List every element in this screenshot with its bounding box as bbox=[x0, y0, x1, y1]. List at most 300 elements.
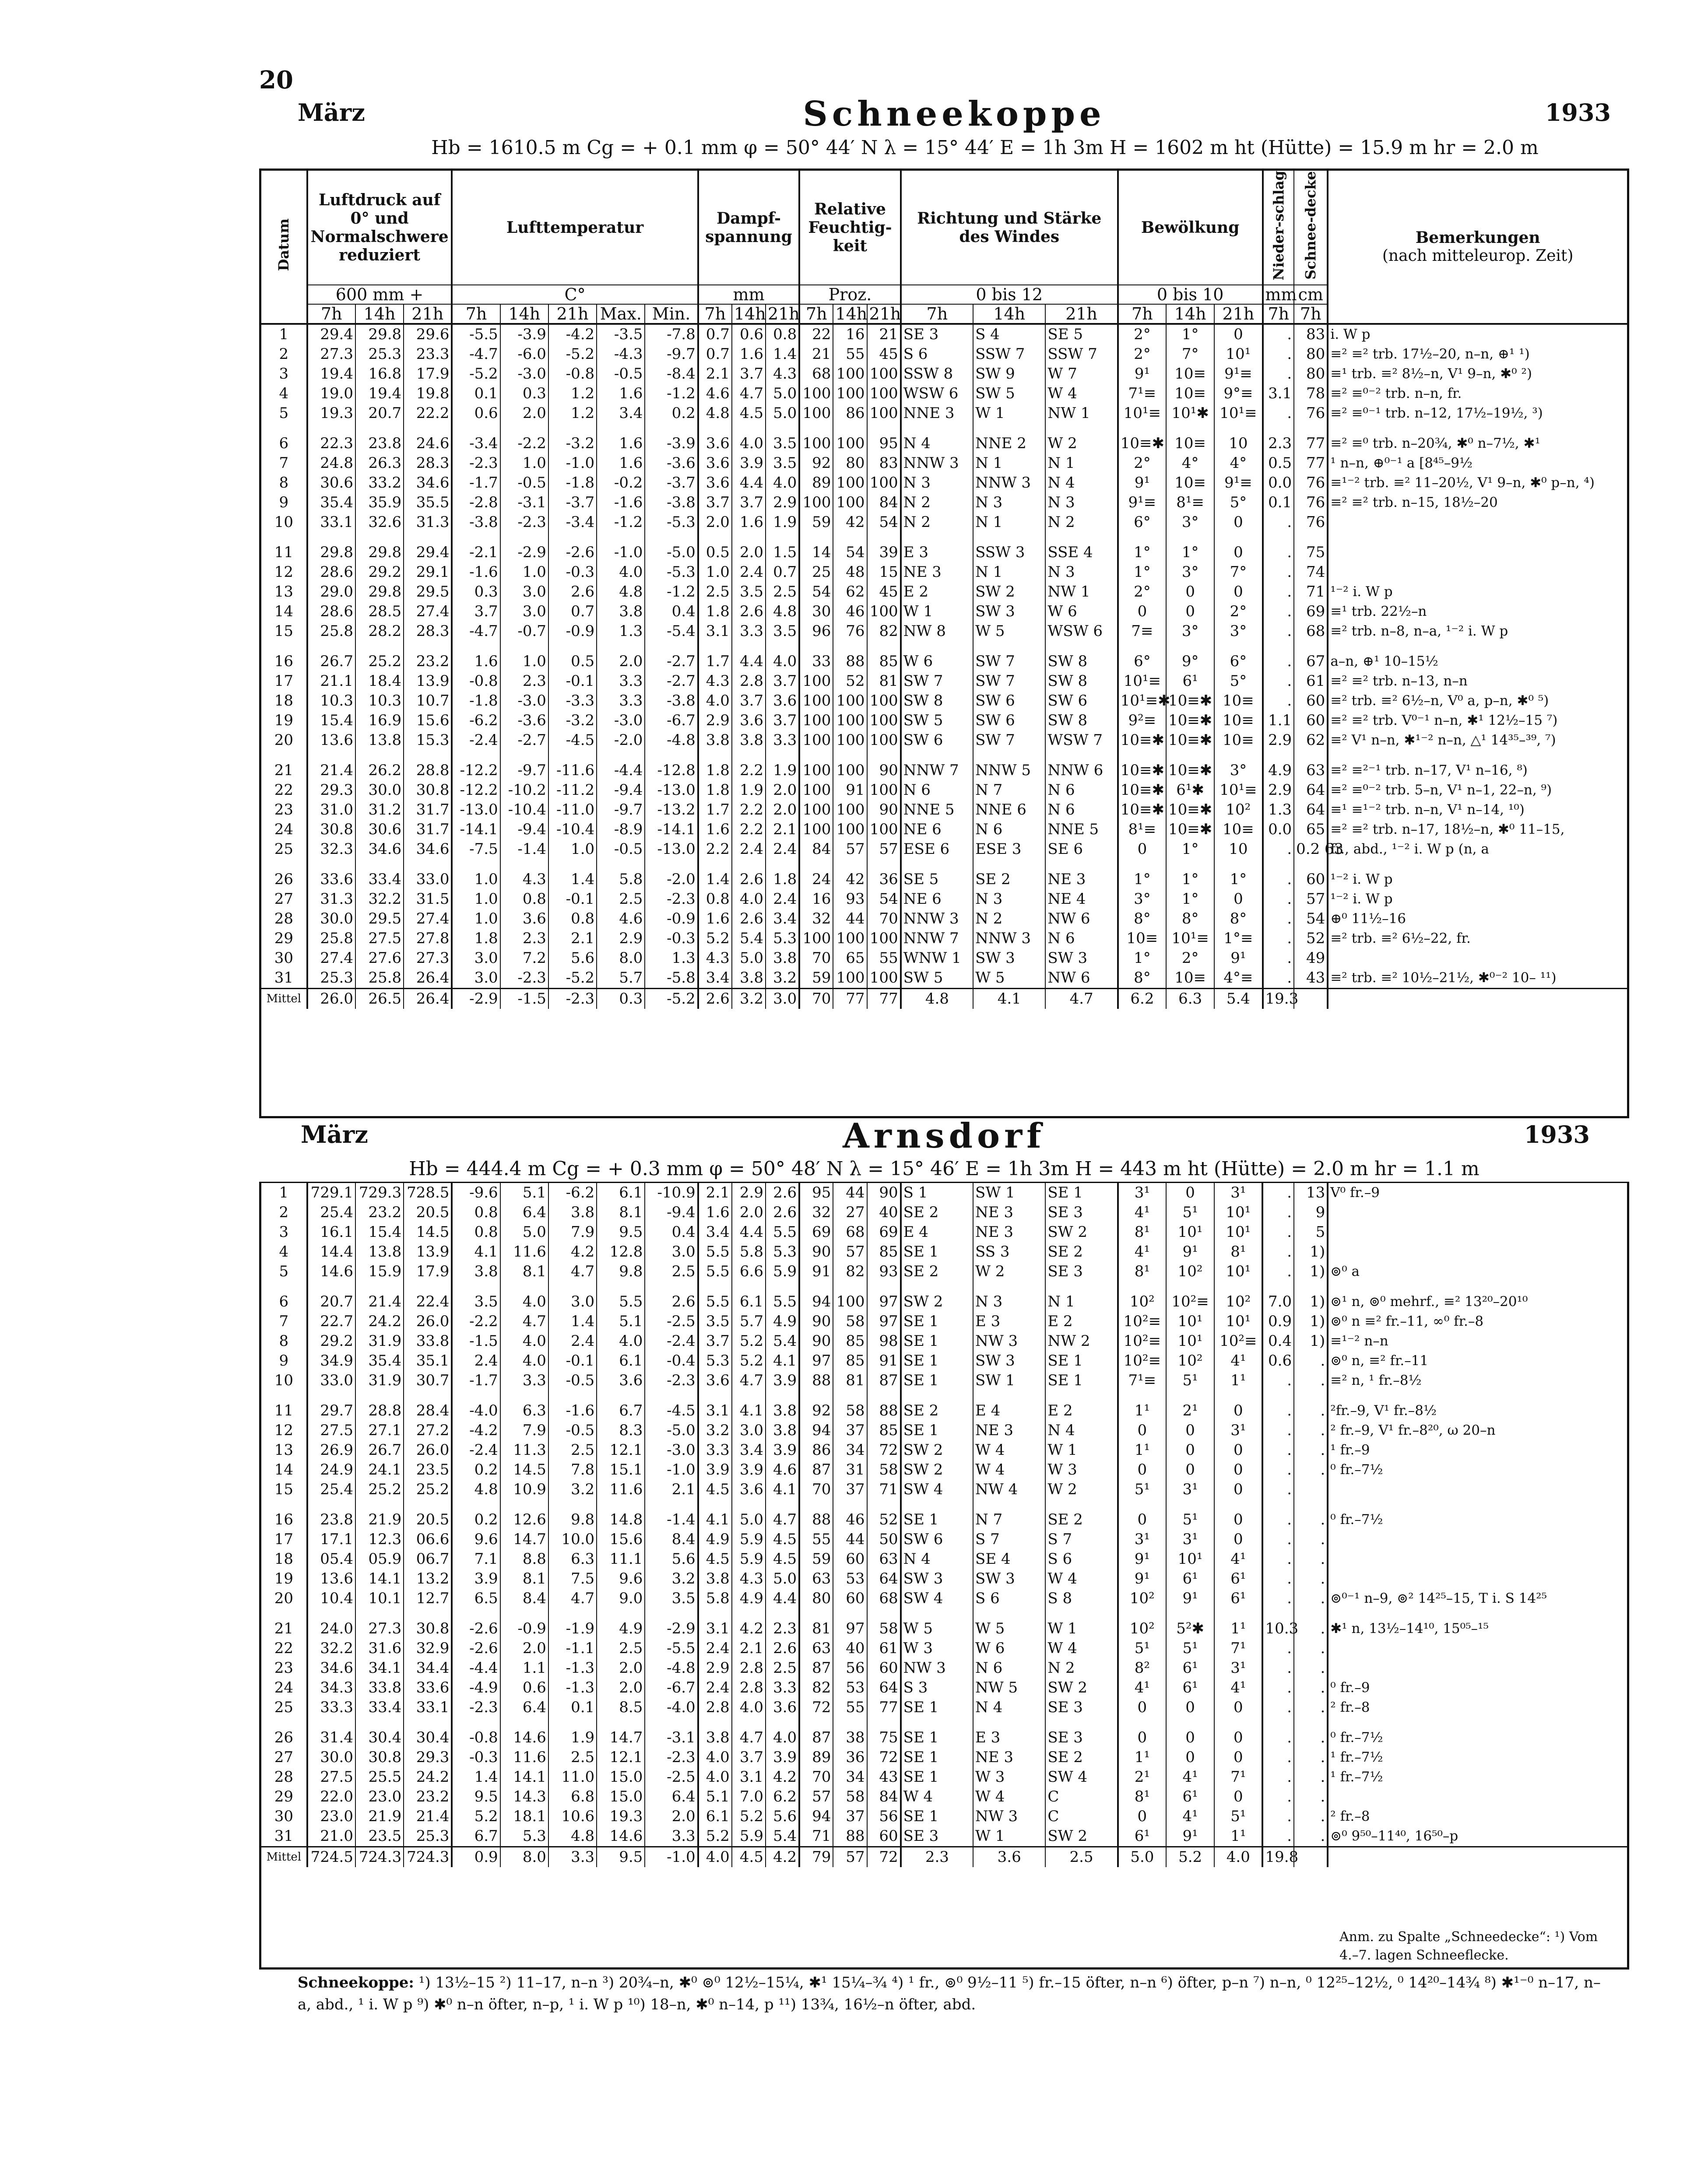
data-cell: 20.5 bbox=[404, 1510, 452, 1530]
data-cell: 1° bbox=[1166, 870, 1214, 889]
data-cell: 33 bbox=[799, 652, 833, 671]
data-cell: 0.9 bbox=[1262, 1312, 1294, 1331]
data-cell: -3.0 bbox=[645, 1440, 698, 1460]
data-cell: 36 bbox=[833, 1748, 867, 1767]
data-cell: 3.0 bbox=[452, 968, 500, 989]
wind-header: Richtung und Stärke des Windes bbox=[901, 171, 1118, 285]
day-cell: 6 bbox=[261, 434, 307, 453]
data-cell: 76 bbox=[1294, 473, 1328, 493]
data-cell: -10.4 bbox=[548, 820, 597, 839]
data-cell: 0 bbox=[1118, 1698, 1166, 1717]
remark-cell: ⁰ fr.–7½ bbox=[1330, 1462, 1383, 1478]
data-cell: 3.2 bbox=[698, 1421, 732, 1440]
data-cell: 90 bbox=[867, 1183, 901, 1203]
remark-cell: ≡² ≡²⁻¹ trb. n–17, V¹ n–16, ⁸) bbox=[1330, 762, 1528, 778]
data-cell: ESE 3 bbox=[973, 839, 1045, 859]
data-cell: SE 6 bbox=[1045, 839, 1118, 859]
data-cell: 4.7 bbox=[500, 1312, 548, 1331]
data-cell: 3.7 bbox=[732, 493, 766, 513]
data-cell: 5¹ bbox=[1166, 1371, 1214, 1390]
data-cell: 94 bbox=[799, 1807, 833, 1826]
data-cell: 0.4 bbox=[645, 602, 698, 621]
day-cell: 24 bbox=[261, 820, 307, 839]
data-cell: 21.9 bbox=[355, 1510, 404, 1530]
data-cell: N 3 bbox=[973, 1292, 1045, 1312]
data-cell: -1.6 bbox=[597, 493, 645, 513]
data-cell: 4.0 bbox=[766, 473, 799, 493]
data-cell: 6¹ bbox=[1214, 1569, 1262, 1589]
data-cell: 0.8 bbox=[698, 889, 732, 909]
data-cell: 7≡ bbox=[1118, 621, 1166, 641]
row-gap bbox=[261, 423, 1627, 434]
data-cell: 4.2 bbox=[766, 1767, 799, 1787]
data-cell: -0.8 bbox=[452, 671, 500, 691]
data-cell: 3.4 bbox=[698, 1222, 732, 1242]
data-cell: 0 bbox=[1166, 1183, 1214, 1203]
data-cell: 14.6 bbox=[307, 1262, 355, 1282]
data-cell: 4¹ bbox=[1214, 1678, 1262, 1698]
data-cell: -4.9 bbox=[452, 1678, 500, 1698]
data-cell: SW 2 bbox=[1045, 1222, 1118, 1242]
day-cell: 9 bbox=[261, 493, 307, 513]
data-cell: S 7 bbox=[1045, 1530, 1118, 1549]
data-cell: 30.8 bbox=[307, 820, 355, 839]
data-cell: . bbox=[1263, 621, 1294, 641]
data-cell: 5.2 bbox=[452, 1807, 500, 1826]
mittel-label: Mittel bbox=[261, 1847, 307, 1868]
day-cell: 10 bbox=[261, 1371, 307, 1390]
data-cell: WSW 7 bbox=[1045, 730, 1118, 750]
data-cell: 1) bbox=[1294, 1292, 1328, 1312]
bewoelkung-header: Bewölkung bbox=[1118, 171, 1263, 285]
data-cell: 87 bbox=[799, 1658, 833, 1678]
data-cell: . bbox=[1262, 1807, 1294, 1826]
data-cell: SW 7 bbox=[973, 671, 1045, 691]
data-cell: SE 1 bbox=[1045, 1371, 1118, 1390]
data-cell: 56 bbox=[833, 1658, 867, 1678]
data-cell: N 2 bbox=[1045, 1658, 1118, 1678]
data-cell: N 1 bbox=[1045, 1292, 1118, 1312]
data-cell: 2.5 bbox=[766, 582, 799, 602]
data-cell: . bbox=[1294, 1658, 1328, 1678]
schneedecke-header: Schnee-decke bbox=[1294, 171, 1328, 285]
data-cell: 1.0 bbox=[452, 909, 500, 929]
data-cell: 22.0 bbox=[307, 1787, 355, 1807]
data-cell: 76 bbox=[833, 621, 867, 641]
data-cell: 33.0 bbox=[404, 870, 452, 889]
data-cell: 31.4 bbox=[307, 1728, 355, 1748]
data-cell: 3.8 bbox=[698, 1569, 732, 1589]
data-cell: 91 bbox=[799, 1262, 833, 1282]
data-cell: S 3 bbox=[901, 1678, 973, 1698]
col-max: Max. bbox=[597, 304, 645, 324]
data-cell: 68 bbox=[799, 364, 833, 384]
remark-cell: ⁰ fr.–7½ bbox=[1330, 1512, 1383, 1527]
data-cell: 0.4 bbox=[1262, 1331, 1294, 1351]
data-cell: 100 bbox=[867, 929, 901, 948]
data-cell: 5.9 bbox=[732, 1530, 766, 1549]
data-cell: 9¹ bbox=[1166, 1826, 1214, 1847]
data-cell: 53 bbox=[833, 1678, 867, 1698]
data-cell: 3.6 bbox=[597, 1371, 645, 1390]
remark-cell: ≡² trb. ≡² 10½–21½, ✱⁰⁻² 10– ¹¹) bbox=[1330, 969, 1557, 986]
data-cell: 5.1 bbox=[597, 1312, 645, 1331]
data-cell: 5.5 bbox=[698, 1262, 732, 1282]
data-cell: -1.8 bbox=[548, 473, 597, 493]
data-cell: 5.6 bbox=[766, 1807, 799, 1826]
data-cell: 4.9 bbox=[1263, 761, 1294, 780]
data-cell: 81 bbox=[799, 1619, 833, 1639]
arnsdorf-header bbox=[259, 1116, 1629, 1186]
data-cell: 2.2 bbox=[732, 800, 766, 820]
data-cell: NNW 3 bbox=[973, 473, 1045, 493]
data-cell: 10² bbox=[1214, 800, 1262, 820]
data-cell: 85 bbox=[833, 1331, 867, 1351]
data-cell: 0 bbox=[1214, 1728, 1262, 1748]
data-cell: 2.4 bbox=[732, 562, 766, 582]
data-cell: 10≡ bbox=[1214, 820, 1262, 839]
data-cell: SE 1 bbox=[901, 1767, 973, 1787]
data-cell: SW 7 bbox=[901, 671, 973, 691]
data-cell: 10² bbox=[1166, 1351, 1214, 1371]
data-cell: 2.6 bbox=[548, 582, 597, 602]
data-cell: 75 bbox=[1294, 543, 1328, 562]
data-cell: 3.6 bbox=[766, 1698, 799, 1717]
data-cell: 3.3 bbox=[732, 621, 766, 641]
data-cell: 30.6 bbox=[307, 473, 355, 493]
data-cell: 21.4 bbox=[307, 761, 355, 780]
data-cell: -3.8 bbox=[645, 493, 698, 513]
data-cell: N 3 bbox=[1045, 493, 1118, 513]
data-cell: 27.4 bbox=[404, 909, 452, 929]
data-cell: 1.1 bbox=[500, 1658, 548, 1678]
data-cell: 11.6 bbox=[597, 1480, 645, 1499]
data-cell: -3.4 bbox=[548, 513, 597, 532]
data-cell: SW 4 bbox=[1045, 1767, 1118, 1787]
data-cell: -6.2 bbox=[548, 1183, 597, 1203]
data-cell: S 6 bbox=[973, 1589, 1045, 1608]
data-cell: 5.0 bbox=[766, 1569, 799, 1589]
data-cell: 5.2 bbox=[698, 1826, 732, 1847]
data-cell: 9° bbox=[1166, 652, 1214, 671]
data-cell: 0 bbox=[1166, 602, 1214, 621]
data-cell: 1) bbox=[1294, 1262, 1328, 1282]
data-cell: 14.6 bbox=[500, 1728, 548, 1748]
data-cell: 1.6 bbox=[698, 909, 732, 929]
data-cell: 0 bbox=[1214, 513, 1262, 532]
data-cell: 100 bbox=[799, 404, 833, 423]
data-cell: 2.1 bbox=[645, 1480, 698, 1499]
data-cell: 3.6 bbox=[698, 1371, 732, 1390]
data-cell: 10¹≡ bbox=[1214, 780, 1262, 800]
data-cell: 4.5 bbox=[698, 1480, 732, 1499]
data-cell: . bbox=[1262, 1658, 1294, 1678]
data-cell: 35.1 bbox=[404, 1351, 452, 1371]
data-cell: NNW 6 bbox=[1045, 761, 1118, 780]
data-cell: 5¹ bbox=[1214, 1807, 1262, 1826]
data-cell: 7¹ bbox=[1214, 1639, 1262, 1658]
data-cell: 80 bbox=[833, 453, 867, 473]
data-cell: -4.7 bbox=[452, 621, 500, 641]
data-cell: -9.4 bbox=[645, 1203, 698, 1222]
data-cell: 27.5 bbox=[307, 1767, 355, 1787]
day-cell: 19 bbox=[261, 711, 307, 730]
data-cell: 10¹≡ bbox=[1118, 404, 1166, 423]
data-cell: E 4 bbox=[973, 1401, 1045, 1421]
table-row bbox=[261, 1589, 1627, 1608]
remark-cell: ² fr.–8 bbox=[1330, 1699, 1370, 1715]
data-cell: 4.4 bbox=[732, 473, 766, 493]
data-cell: 2.6 bbox=[732, 909, 766, 929]
data-cell: W 4 bbox=[901, 1787, 973, 1807]
data-cell: 8¹ bbox=[1118, 1787, 1166, 1807]
data-cell: 4.3 bbox=[500, 870, 548, 889]
data-cell: 5.8 bbox=[732, 1242, 766, 1262]
data-cell: . bbox=[1294, 1698, 1328, 1717]
data-cell: 58 bbox=[833, 1312, 867, 1331]
data-cell: 0.8 bbox=[500, 889, 548, 909]
data-cell: 10≡ bbox=[1118, 929, 1166, 948]
data-cell: 6.4 bbox=[500, 1698, 548, 1717]
data-cell: 10≡✱ bbox=[1166, 761, 1214, 780]
data-cell: 0 bbox=[1118, 1728, 1166, 1748]
data-cell: 4.2 bbox=[548, 1242, 597, 1262]
data-cell: 90 bbox=[867, 800, 901, 820]
data-cell: 5.6 bbox=[548, 948, 597, 968]
data-cell: S 6 bbox=[901, 344, 973, 364]
data-cell: 3.9 bbox=[452, 1569, 500, 1589]
data-cell: 5.9 bbox=[732, 1826, 766, 1847]
data-cell: NNE 2 bbox=[973, 434, 1045, 453]
data-cell: 49 bbox=[1294, 948, 1328, 968]
data-cell: SW 8 bbox=[901, 691, 973, 711]
data-cell: 9¹ bbox=[1118, 473, 1166, 493]
data-cell: 7.0 bbox=[732, 1787, 766, 1807]
data-cell: . bbox=[1294, 1510, 1328, 1530]
data-cell: 1.3 bbox=[645, 948, 698, 968]
data-cell: 37 bbox=[833, 1807, 867, 1826]
data-cell: 25.4 bbox=[307, 1480, 355, 1499]
data-cell: 100 bbox=[799, 691, 833, 711]
data-cell: 31.2 bbox=[355, 800, 404, 820]
data-cell: SW 7 bbox=[973, 730, 1045, 750]
data-cell: 82 bbox=[799, 1678, 833, 1698]
data-cell: 4.3 bbox=[698, 671, 732, 691]
data-cell: W 6 bbox=[901, 652, 973, 671]
mittel-cell: -5.2 bbox=[645, 988, 698, 1009]
data-cell: 1.0 bbox=[452, 889, 500, 909]
data-cell: 06.7 bbox=[404, 1549, 452, 1569]
data-cell: 24.6 bbox=[404, 434, 452, 453]
data-cell: 35.4 bbox=[355, 1351, 404, 1371]
data-cell: NE 3 bbox=[901, 562, 973, 582]
data-cell: -0.1 bbox=[548, 671, 597, 691]
data-cell: 23.0 bbox=[355, 1787, 404, 1807]
data-cell: 3.6 bbox=[732, 711, 766, 730]
data-cell: -2.2 bbox=[500, 434, 548, 453]
data-cell: 3.3 bbox=[645, 1826, 698, 1847]
data-cell: 10² bbox=[1118, 1292, 1166, 1312]
data-cell: 100 bbox=[799, 730, 833, 750]
day-cell: 18 bbox=[261, 1549, 307, 1569]
data-cell: 9.5 bbox=[452, 1787, 500, 1807]
data-cell: SSE 4 bbox=[1045, 543, 1118, 562]
day-cell: 4 bbox=[261, 384, 307, 404]
bemerkungen-subtitle: (nach mitteleurop. Zeit) bbox=[1382, 246, 1574, 265]
table-row bbox=[261, 870, 1627, 889]
data-cell: SSW 7 bbox=[1045, 344, 1118, 364]
mittel-cell: 26.0 bbox=[307, 988, 355, 1009]
data-cell: SW 6 bbox=[973, 711, 1045, 730]
data-cell: 1.6 bbox=[698, 820, 732, 839]
data-cell: 5.1 bbox=[698, 1787, 732, 1807]
data-cell: SE 3 bbox=[1045, 1728, 1118, 1748]
data-cell: 3.7 bbox=[452, 602, 500, 621]
data-cell: 100 bbox=[833, 434, 867, 453]
data-cell: 1.2 bbox=[548, 404, 597, 423]
data-cell: -5.2 bbox=[452, 364, 500, 384]
data-cell: 0.5 bbox=[1263, 453, 1294, 473]
data-cell: 71 bbox=[1294, 582, 1328, 602]
data-cell: 11.6 bbox=[500, 1748, 548, 1767]
data-cell: 11.0 bbox=[548, 1767, 597, 1787]
data-cell: 4.7 bbox=[766, 1510, 799, 1530]
data-cell: NE 6 bbox=[901, 889, 973, 909]
data-cell: . bbox=[1294, 1549, 1328, 1569]
data-cell: 2.2 bbox=[732, 761, 766, 780]
data-cell: 30.8 bbox=[404, 780, 452, 800]
mittel-cell: 724.3 bbox=[355, 1847, 404, 1868]
data-cell: 10.7 bbox=[404, 691, 452, 711]
data-cell: -2.3 bbox=[500, 968, 548, 989]
data-cell: 15 bbox=[867, 562, 901, 582]
data-cell: 6.6 bbox=[732, 1262, 766, 1282]
data-cell: 10¹≡ bbox=[1214, 404, 1262, 423]
data-cell: -7.8 bbox=[645, 324, 698, 344]
data-cell: 3.4 bbox=[597, 404, 645, 423]
table-row bbox=[261, 602, 1627, 621]
data-cell: 3° bbox=[1118, 889, 1166, 909]
row-gap bbox=[261, 1390, 1627, 1401]
data-cell: SE 1 bbox=[901, 1312, 973, 1331]
data-cell: N 3 bbox=[973, 889, 1045, 909]
data-cell: W 4 bbox=[973, 1440, 1045, 1460]
day-cell: 5 bbox=[261, 404, 307, 423]
data-cell: 28.3 bbox=[404, 621, 452, 641]
data-cell: 19.4 bbox=[307, 364, 355, 384]
data-cell: 31.9 bbox=[355, 1331, 404, 1351]
data-cell: 0 bbox=[1118, 1807, 1166, 1826]
data-cell: . bbox=[1294, 1639, 1328, 1658]
data-cell: 27.3 bbox=[355, 1619, 404, 1639]
col-14h: 14h bbox=[355, 304, 404, 324]
row-gap bbox=[261, 1282, 1627, 1292]
data-cell: 26.7 bbox=[355, 1440, 404, 1460]
data-cell: 0.6 bbox=[732, 324, 766, 344]
data-cell: 88 bbox=[799, 1510, 833, 1530]
data-cell: 64 bbox=[867, 1678, 901, 1698]
data-cell: 8.4 bbox=[645, 1530, 698, 1549]
data-cell: WSW 6 bbox=[1045, 621, 1118, 641]
data-cell: 13.8 bbox=[355, 730, 404, 750]
data-cell: 9¹≡ bbox=[1214, 364, 1262, 384]
data-cell: NW 8 bbox=[901, 621, 973, 641]
data-cell: 10¹✱ bbox=[1166, 404, 1214, 423]
data-cell: 3.0 bbox=[645, 1242, 698, 1262]
data-cell: 729.3 bbox=[355, 1183, 404, 1203]
arnsdorf-annotation: Anm. zu Spalte „Schneedecke“: ¹) Vom 4.–7. lagen Schneeflecke. bbox=[1339, 1929, 1598, 1963]
data-cell: 80 bbox=[1294, 364, 1328, 384]
feuchte-header: Relative Feuchtig-keit bbox=[799, 171, 900, 285]
data-cell: 5.2 bbox=[732, 1331, 766, 1351]
data-cell: 3.7 bbox=[732, 1748, 766, 1767]
data-cell: -1.3 bbox=[548, 1678, 597, 1698]
data-cell: 100 bbox=[867, 780, 901, 800]
data-cell: 3.3 bbox=[766, 730, 799, 750]
data-cell: . bbox=[1294, 1401, 1328, 1421]
data-cell: -0.3 bbox=[452, 1748, 500, 1767]
day-cell: 5 bbox=[261, 1262, 307, 1282]
data-cell: 93 bbox=[833, 889, 867, 909]
data-cell: . bbox=[1263, 513, 1294, 532]
data-cell: 100 bbox=[867, 820, 901, 839]
data-cell: 2.5 bbox=[548, 1440, 597, 1460]
data-cell: 76 bbox=[1294, 513, 1328, 532]
data-cell: 44 bbox=[833, 1183, 867, 1203]
data-cell: 26.4 bbox=[404, 968, 452, 989]
data-cell: -2.4 bbox=[452, 1440, 500, 1460]
data-cell: 3.7 bbox=[766, 671, 799, 691]
data-cell: 4.5 bbox=[732, 404, 766, 423]
data-cell: -2.1 bbox=[452, 543, 500, 562]
data-cell: -5.0 bbox=[645, 543, 698, 562]
data-cell: -3.7 bbox=[645, 473, 698, 493]
data-cell: 13.6 bbox=[307, 1569, 355, 1589]
data-cell: 6° bbox=[1214, 652, 1262, 671]
data-cell: 28.2 bbox=[355, 621, 404, 641]
data-cell: 10≡ bbox=[1166, 968, 1214, 989]
data-cell bbox=[1294, 1480, 1328, 1499]
data-cell: 60 bbox=[867, 1826, 901, 1847]
data-cell: 100 bbox=[799, 671, 833, 691]
data-cell: 15.4 bbox=[307, 711, 355, 730]
data-cell: S 1 bbox=[901, 1183, 973, 1203]
data-cell: 1¹ bbox=[1118, 1401, 1166, 1421]
data-cell: 2.4 bbox=[698, 1639, 732, 1658]
table-row bbox=[261, 968, 1627, 989]
data-cell: 26.2 bbox=[355, 761, 404, 780]
data-cell: 0.1 bbox=[452, 384, 500, 404]
data-cell: 7.5 bbox=[548, 1569, 597, 1589]
data-cell: 64 bbox=[1294, 800, 1328, 820]
remark-cell: ✱¹ n, 13½–14¹⁰, 15⁰⁵–¹⁵ bbox=[1330, 1621, 1489, 1636]
data-cell: 2.6 bbox=[766, 1639, 799, 1658]
datum-header: Datum bbox=[261, 171, 307, 324]
data-cell: SW 3 bbox=[901, 1569, 973, 1589]
data-cell: 57 bbox=[867, 839, 901, 859]
data-cell: 2.9 bbox=[1263, 780, 1294, 800]
data-cell: 0 bbox=[1214, 1698, 1262, 1717]
data-cell: 23.5 bbox=[355, 1826, 404, 1847]
table-row bbox=[261, 711, 1627, 730]
data-cell: 37 bbox=[833, 1480, 867, 1499]
data-cell: WSW 6 bbox=[901, 384, 973, 404]
data-cell: 0.8 bbox=[452, 1222, 500, 1242]
data-cell: 0.2 bbox=[452, 1510, 500, 1530]
remark-cell: i. W p bbox=[1330, 326, 1371, 342]
data-cell: 5.0 bbox=[732, 1510, 766, 1530]
data-cell: 5.2 bbox=[732, 1351, 766, 1371]
